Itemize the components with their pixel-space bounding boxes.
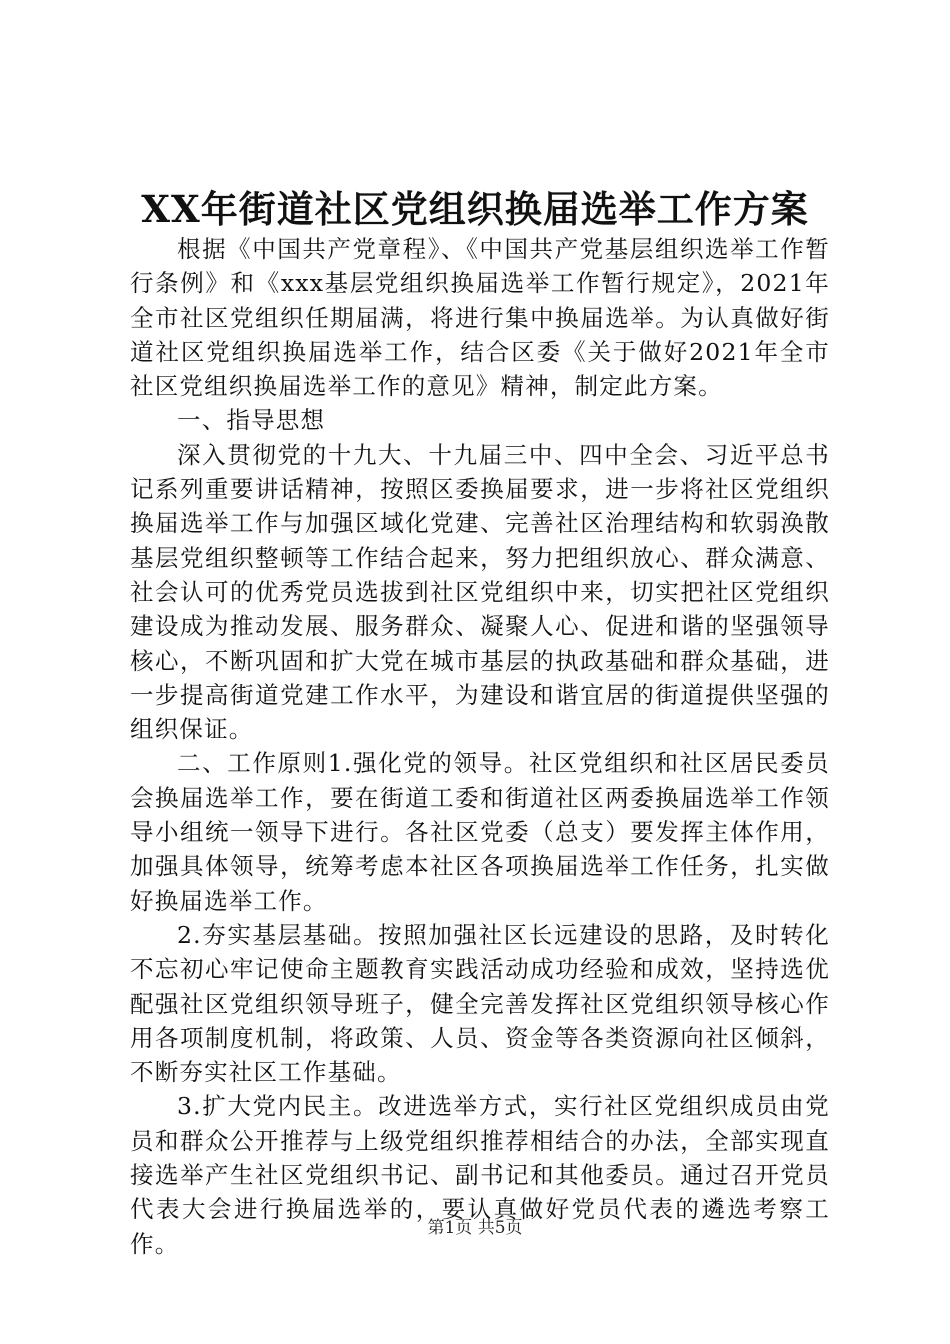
work-principles-paragraph: 二、工作原则1.强化党的领导。社区党组织和社区居民委员会换届选举工作，要在街道工委和街道社区两委换届选举工作领导小组统一领导下进行。各社区党委（总支）要发挥主体作用，加强具体领导，统筹考虑本社区各项换届选举工作任务，扎实做好换届选举工作。 — [130, 749, 830, 915]
intro-paragraph: 根据《中国共产党章程》、《中国共产党基层组织选举工作暂行条例》和《xxx基层党组织换届选举工作暂行规定》，2021年全市社区党组织任期届满，将进行集中换届选举。为认真做好街道社区党组织换届选举工作，结合区委《关于做好2021年全市社区党组织换届选举工作的意见》精神，制定此方案。 — [130, 235, 830, 401]
principle-2-paragraph: 2.夯实基层基础。按照加强社区长远建设的思路，及时转化不忘初心牢记使命主题教育实践活动成功经验和成效，坚持选优配强社区党组织领导班子，健全完善发挥社区党组织领导核心作用各项制度机制，将政策、人员、资金等各类资源向社区倾斜，不断夯实社区工作基础。 — [130, 920, 830, 1087]
document-title: XX年街道社区党组织换届选举工作方案 — [141, 187, 809, 231]
guiding-ideology-paragraph: 深入贯彻党的十九大、十九届三中、四中全会、习近平总书记系列重要讲话精神，按照区委换届要求，进一步将社区党组织换届选举工作与加强区域化党建、完善社区治理结构和软弱涣散基层党组织整顿等工作结合起来，努力把组织放心、群众满意、社会认可的优秀党员选拔到社区党组织中来，切实把社区党组织建设成为推动发展、服务群众、凝聚人心、促进和谐的坚强领导核心，不断巩固和扩大党在城市基层的执政基础和群众基础，进一步提高街道党建工作水平，为建设和谐宜居的街道提供坚强的组织保证。 — [130, 440, 830, 744]
document-body — [130, 232, 830, 1261]
page-footer: 第1页 共5页 — [427, 1218, 523, 1238]
section-heading-guiding-ideology: 一、指导思想 — [177, 406, 326, 435]
principle-3-paragraph: 3.扩大党内民主。改进选举方式，实行社区党组织成员由党员和群众公开推荐与上级党组织推荐相结合的办法，全部实现直接选举产生社区党组织书记、副书记和其他委员。通过召开党员代表大会进行换届选举的，要认真做好党员代表的遴选考察工作。 — [130, 1092, 830, 1258]
